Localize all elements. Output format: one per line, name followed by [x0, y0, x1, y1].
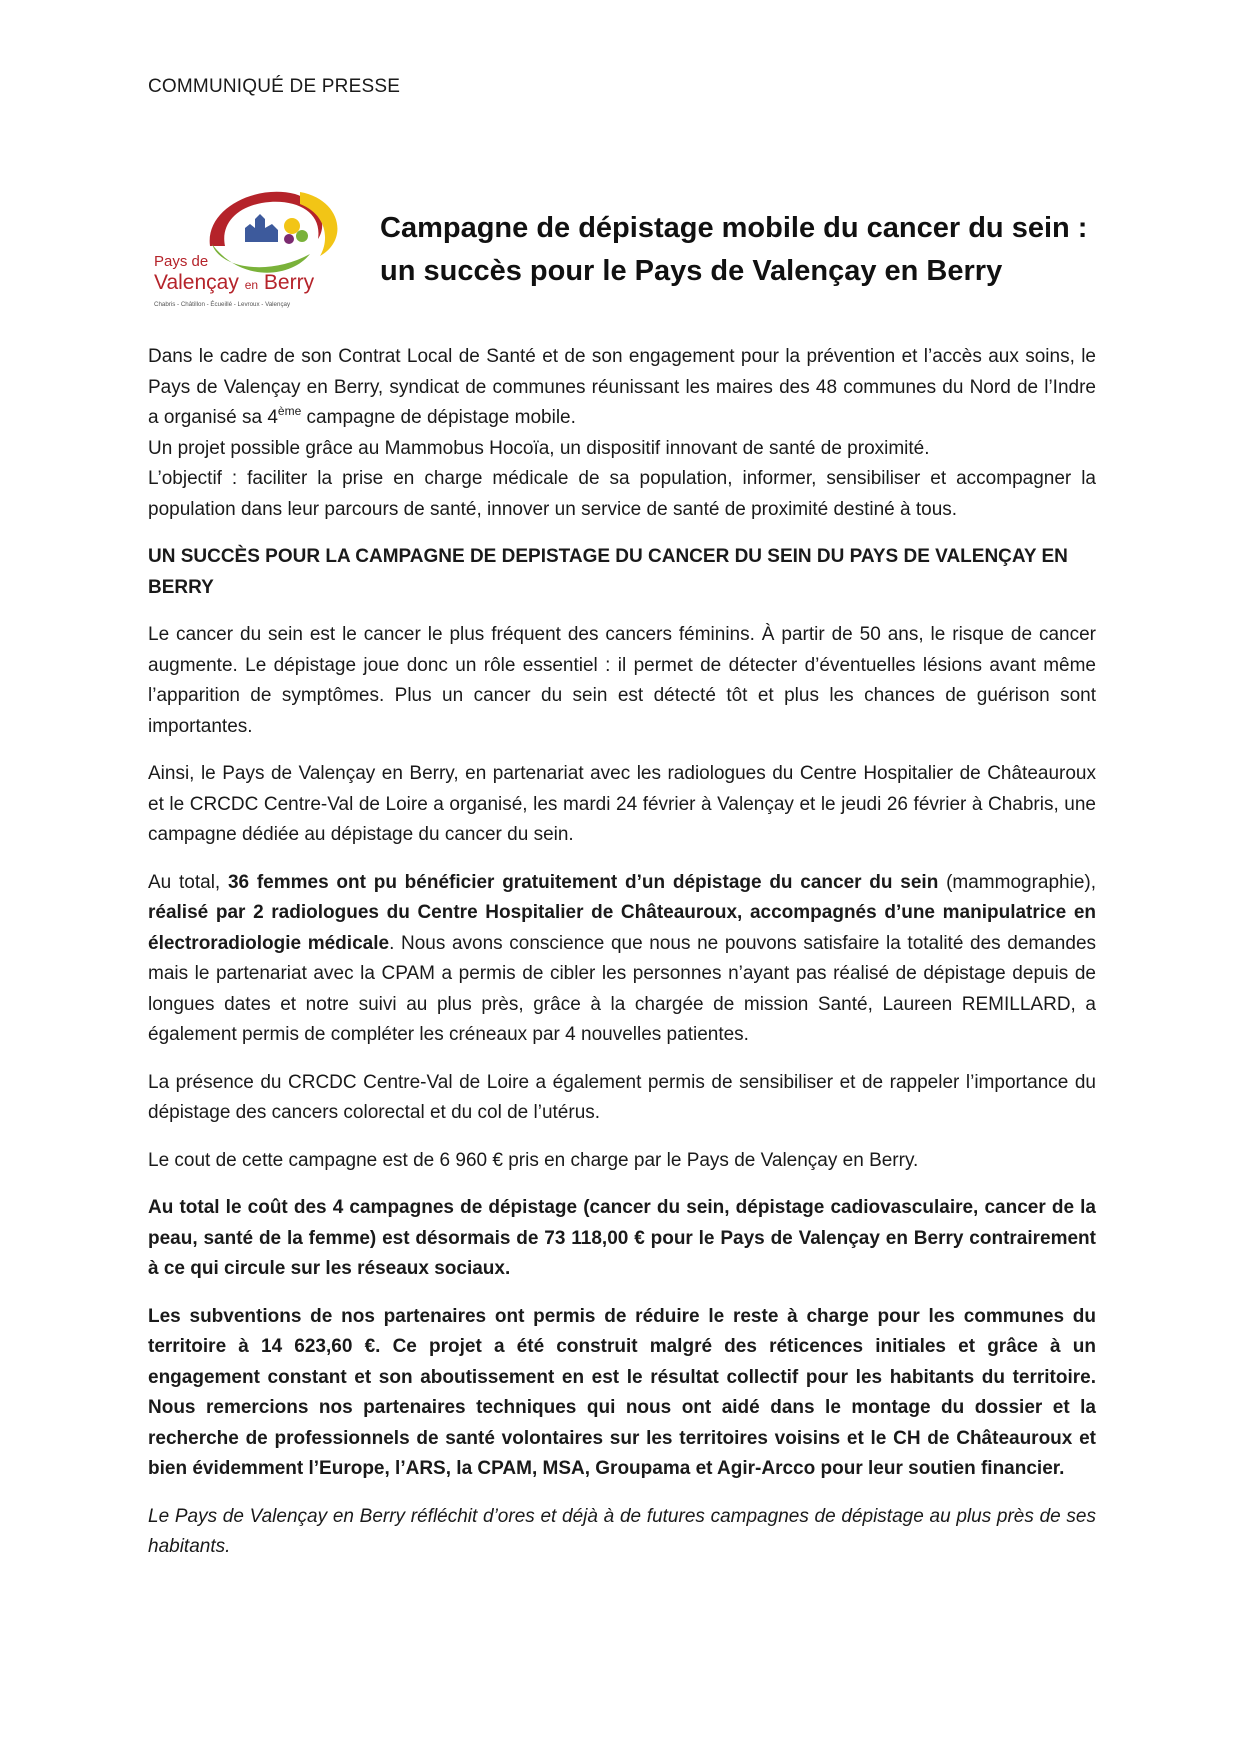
headline-line-1: Campagne de dépistage mobile du cancer du sein : — [380, 212, 1088, 244]
intro-paragraph-2: Un projet possible grâce au Mammobus Hocoïa, un dispositif innovant de santé de proximité. — [148, 437, 930, 459]
logo-tagline: Chabris - Châtillon - Écueillé - Levroux - Valençay — [154, 301, 291, 308]
intro-paragraph-3: L’objectif : faciliter la prise en charge médicale de sa population, informer, sensibiliser et accompagner la population dans leur parcours de santé, innover un service de santé de proximité destiné à tous. — [148, 468, 1096, 520]
paragraph-results: Au total, 36 femmes ont pu bénéficier gratuitement d’un dépistage du cancer du sein (mammographie), réalisé par 2 radiologues du Centre Hospitalier de Châteauroux, accompagnés d’une manipulatrice en électroradiologie médicale. Nous avons conscience que nous ne pouvons satisfaire la totalité des demandes mais le partenariat avec la CPAM a permis de cibler les personnes n’ayant pas réalisé de dépistage depuis de longues dates et notre suivi au plus près, grâce à la chargée de mission Santé, Laureen REMILLARD, a également permis de compléter les créneaux par 4 nouvelles patientes. — [148, 871, 1097, 1045]
headline-line-2: un succès pour le Pays de Valençay en Berry — [380, 255, 1003, 287]
svg-text:Valençay en Berry — [154, 271, 315, 294]
paragraph-partnership: Ainsi, le Pays de Valençay en Berry, en partenariat avec les radiologues du Centre Hospitalier de Châteauroux et le CRCDC Centre-Val de Loire a organisé, les mardi 24 février à Valençay et le jeudi 26 février à Chabris, une campagne dédiée au dépistage du cancer du sein. — [148, 763, 1096, 845]
pays-de-valencay-logo — [150, 184, 355, 324]
paragraph-cost: Le cout de cette campagne est de 6 960 € pris en charge par le Pays de Valençay en Berry. — [148, 1149, 919, 1171]
intro-paragraph-1: Dans le cadre de son Contrat Local de Santé et de son engagement pour la prévention et l’accès aux soins, le Pays de Valençay en Berry, syndicat de communes réunissant les maires des 48 communes du Nord de l’Indre a organisé sa 4ème campagne de dépistage mobile. — [148, 346, 1096, 428]
logo-line2-end: Berry — [263, 271, 315, 294]
logo-line2-small: en — [244, 278, 259, 292]
paragraph-crcdc: La présence du CRCDC Centre-Val de Loire a également permis de sensibiliser et de rappeler l’importance du dépistage des cancers colorectal et du col de l’utérus. — [148, 1071, 1096, 1123]
logo-dot-yellow — [284, 218, 300, 234]
paragraph-subsidies: Les subventions de nos partenaires ont permis de réduire le reste à charge pour les communes du territoire à 14 623,60 €. Ce projet a été construit malgré des réticences initiales et grâce à un engagement constant et son aboutissement en est le résultat collectif pour les habitants du territoire. Nous remercions nos partenaires techniques qui nous ont aidé dans le montage du dossier et la recherche de professionnels de santé volontaires sur les territoires voisins et le CH de Châteauroux et bien évidemment l’Europe, l’ARS, la CPAM, MSA, Groupama et Agir-Arcco pour leur soutien financier. — [148, 1305, 1096, 1479]
document-kicker: COMMUNIQUÉ DE PRESSE — [148, 76, 401, 97]
paragraph-total-cost: Au total le coût des 4 campagnes de dépistage (cancer du sein, dépistage cadiovasculaire, cancer de la peau, santé de la femme) est désormais de 73 118,00 € pour le Pays de Valençay en Berry contrairement à ce qui circule sur les réseaux sociaux. — [148, 1197, 1096, 1279]
logo-line2-main: Valençay — [154, 271, 239, 294]
logo-castle-icon — [245, 214, 278, 242]
logo-swirl-green — [212, 244, 310, 273]
logo-dot-purple — [284, 234, 294, 244]
headline — [380, 207, 1160, 293]
paragraph-cancer: Le cancer du sein est le cancer le plus fréquent des cancers féminins. À partir de 50 ans, le risque de cancer augmente. Le dépistage joue donc un rôle essentiel : il permet de détecter d’éventuelles lésions avant même l’apparition de symptômes. Plus un cancer du sein est détecté tôt et plus les chances de guérison sont importantes. — [148, 624, 1096, 737]
section-title: UN SUCCÈS POUR LA CAMPAGNE DE DEPISTAGE DU CANCER DU SEIN DU PAYS DE VALENÇAY EN BERRY — [148, 546, 1068, 598]
logo-line1: Pays de — [154, 253, 209, 270]
paragraph-closing: Le Pays de Valençay en Berry réfléchit d’ores et déjà à de futures campagnes de dépistage au plus près de ses habitants. — [148, 1505, 1096, 1557]
article-body — [148, 342, 1096, 1580]
logo-dot-green — [296, 230, 308, 242]
ordinal-superscript: ème — [277, 404, 302, 418]
